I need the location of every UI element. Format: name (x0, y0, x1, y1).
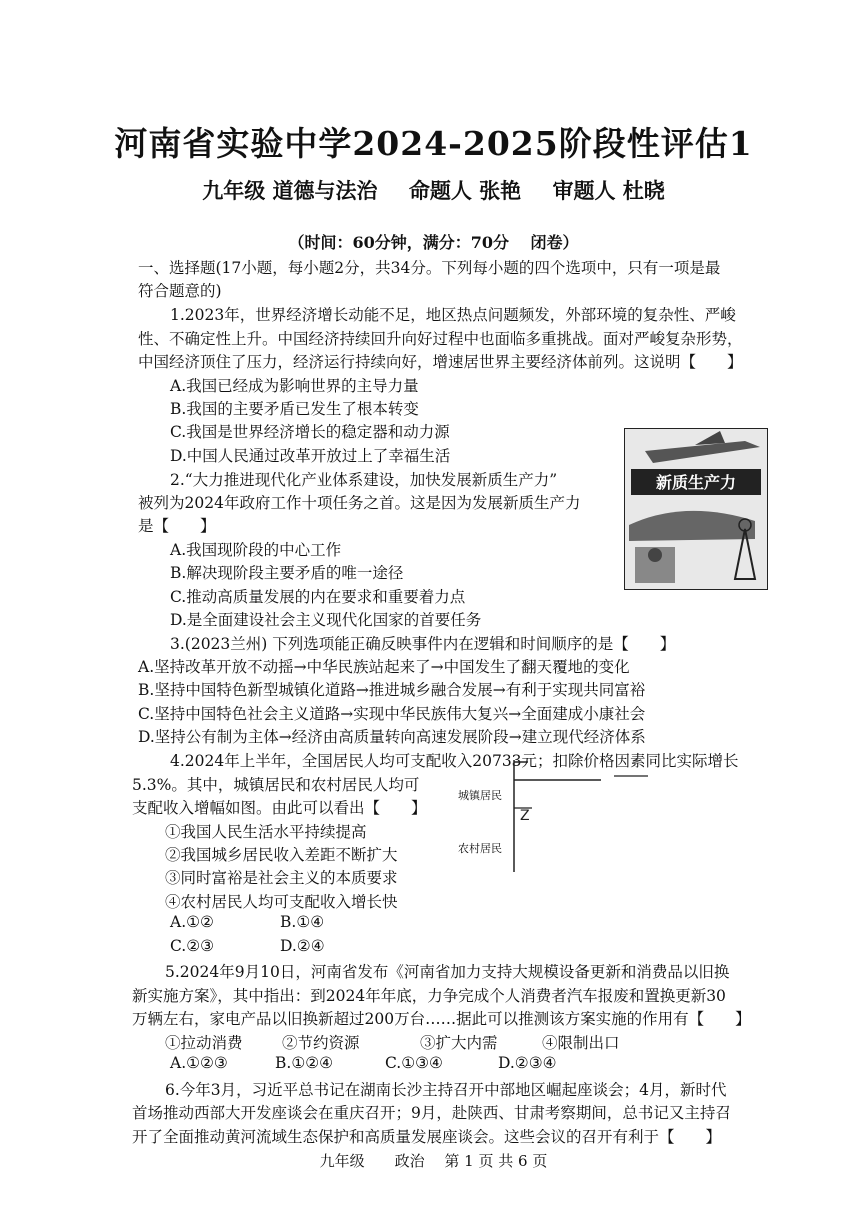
question-1-line: 1.2023年，世界经济增长动能不足，地区热点问题频发，外部环境的复杂性、严峻 (170, 306, 736, 324)
option: D.②④ (280, 937, 325, 955)
option: D.②③④ (498, 1054, 557, 1072)
option: A.我国现阶段的中心工作 (170, 541, 342, 559)
question-5-line: 新实施方案》，其中指出：到2024年年底，力争完成个人消费者汽车报废和置换更新30 (132, 987, 726, 1005)
section-heading-cont: 符合题意的) (138, 282, 222, 300)
section-heading: 一、选择题(17小题，每小题2分，共34分。下列每小题的四个选项中，只有一项是最 (138, 259, 721, 277)
question-5-line: 万辆左右，家电产品以旧换新超过200万台……据此可以推测该方案实施的作用有【 】 (132, 1010, 751, 1028)
new-productivity-illustration (624, 428, 768, 590)
question-6-line: 首场推动西部大开发座谈会在重庆召开；9月，赴陕西、甘肃考察期间，总书记又主持召 (132, 1104, 731, 1122)
statement: ④农村居民人均可支配收入增长快 (165, 893, 398, 911)
statement: ②节约资源 (282, 1034, 360, 1052)
question-6-line: 6.今年3月，习近平总书记在湖南长沙主持召开中部地区崛起座谈会；4月，新时代 (165, 1081, 727, 1099)
option: A.①② (170, 913, 214, 931)
option: C.推动高质量发展的内在要求和重要着力点 (170, 588, 466, 606)
reviewer-label: 审题人 杜晓 (552, 178, 665, 203)
statement: ②我国城乡居民收入差距不断扩大 (165, 846, 398, 864)
exam-info: （时间：60分钟，满分：70分 闭卷） (288, 233, 579, 252)
option: D.是全面建设社会主义现代化国家的首要任务 (170, 611, 482, 629)
income-growth-chart (456, 752, 696, 882)
option: C.②③ (170, 937, 215, 955)
question-6-line: 开了全面推动黄河流域生态保护和高质量发展座谈会。这些会议的召开有利于【 】 (132, 1128, 722, 1146)
question-4-line: 4.2024年上半年，全国居民人均可支配收入20733元；扣除价格因素同比实际增长 (170, 752, 739, 770)
option: B.坚持中国特色新型城镇化道路→推进城乡融合发展→有利于实现共同富裕 (138, 681, 646, 699)
option: C.①③④ (385, 1054, 443, 1072)
question-1-line: 中国经济顶住了压力，经济运行持续向好，增速居世界主要经济体前列。这说明【 】 (138, 353, 743, 371)
author-label: 命题人 张艳 (408, 178, 522, 203)
question-4-line: 5.3%。其中，城镇居民和农村居民人均可 (132, 776, 420, 794)
statement: ③扩大内需 (420, 1034, 498, 1052)
question-3-line: 3.(2023兰州) 下列选项能正确反映事件内在逻辑和时间顺序的是【 】 (170, 635, 676, 653)
option: A.我国已经成为影响世界的主导力量 (170, 377, 419, 395)
urban-label: 城镇居民 (458, 789, 502, 802)
option: C.坚持中国特色社会主义道路→实现中华民族伟大复兴→全面建成小康社会 (138, 705, 646, 723)
option: C.我国是世界经济增长的稳定器和动力源 (170, 423, 450, 441)
figure-caption: 新质生产力 (655, 473, 737, 492)
exam-title: 河南省实验中学2024-2025阶段性评估1 (114, 124, 753, 163)
subject-label: 九年级 道德与法治 (202, 178, 378, 203)
question-2-line: 是【 】 (138, 517, 216, 535)
question-1-line: 性、不确定性上升。中国经济持续回升向好过程中也面临多重挑战。面对严峻复杂形势， (138, 330, 743, 348)
option: A.坚持改革开放不动摇→中华民族站起来了→中国发生了翻天覆地的变化 (138, 658, 630, 676)
option: D.中国人民通过改革开放过上了幸福生活 (170, 447, 451, 465)
statement: ①拉动消费 (165, 1034, 243, 1052)
option: B.解决现阶段主要矛盾的唯一途径 (170, 564, 404, 582)
question-5-line: 5.2024年9月10日，河南省发布《河南省加力支持大规模设备更新和消费品以旧换 (165, 963, 730, 981)
page-footer: 九年级 政治 第 1 页 共 6 页 (319, 1152, 548, 1170)
option: A.①②③ (170, 1054, 228, 1072)
option: B.我国的主要矛盾已发生了根本转变 (170, 400, 419, 418)
option: D.坚持公有制为主体→经济由高质量转向高速发展阶段→建立现代经济体系 (138, 728, 646, 746)
rural-label: 农村居民 (458, 842, 502, 855)
statement: ①我国人民生活水平持续提高 (165, 823, 367, 841)
statement: ④限制出口 (542, 1034, 620, 1052)
statement: ③同时富裕是社会主义的本质要求 (165, 869, 398, 887)
option: B.①④ (280, 913, 325, 931)
option: B.①②④ (275, 1054, 334, 1072)
question-2-line: 2.“大力推进现代化产业体系建设，加快发展新质生产力” (170, 471, 558, 489)
question-2-line: 被列为2024年政府工作十项任务之首。这是因为发展新质生产力 (138, 494, 581, 512)
exam-subtitle (0, 175, 867, 205)
question-4-line: 支配收入增幅如图。由此可以看出【 】 (132, 799, 427, 817)
svg-text:Z: Z (520, 808, 530, 824)
